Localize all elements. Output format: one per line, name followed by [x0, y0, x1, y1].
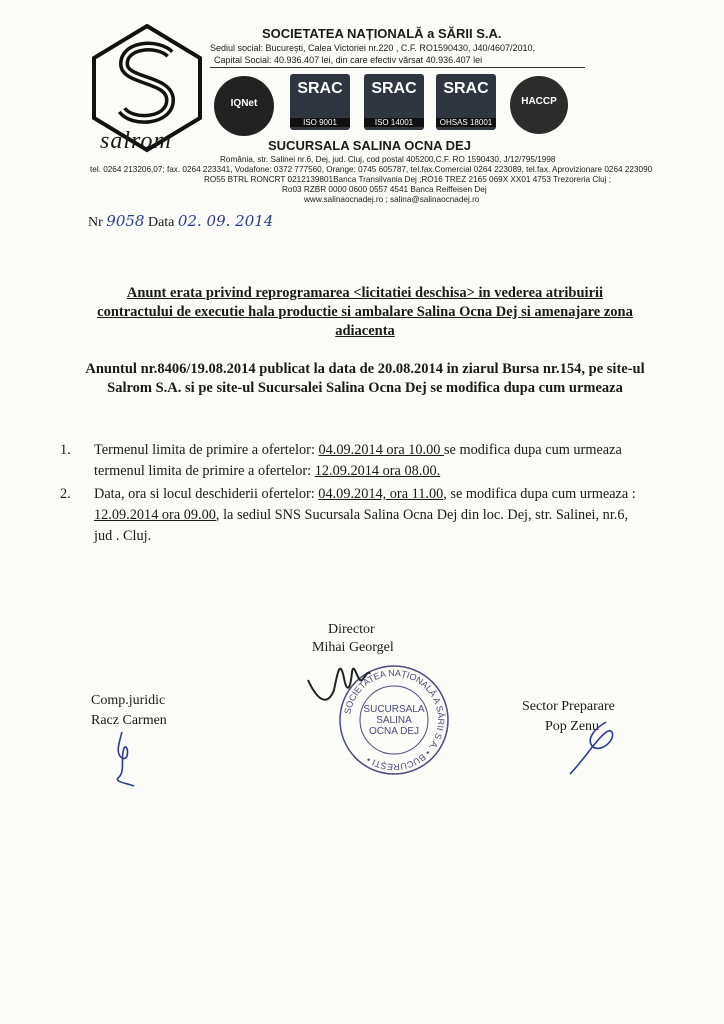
- branch-phones: tel. 0264 213206,07; fax. 0264 223341, Vodafone: 0372 777560, Orange: 0745 605787, tel.fax.Comercial 0264 223089, tel.fax. Aprovizionare 0264 223090: [90, 165, 653, 174]
- list-item: [60, 440, 640, 482]
- document-subtitle: [40, 360, 690, 398]
- subtitle-line-1: Anuntul nr.8406/19.08.2014 publicat la data de 20.08.2014 in ziarul Bursa nr.154, pe site-ul: [85, 361, 645, 377]
- title-line-3: adiacenta: [335, 323, 395, 339]
- title-line-1: Anunt erata privind reprogramarea <licitatiei deschisa> in vederea atribuirii: [126, 285, 604, 301]
- sector-signature: [566, 718, 626, 778]
- item-text: Termenul limita de primire a ofertelor: 04.09.2014 ora 10.00 se modifica dupa cum urmeaza termenul limita de primire a ofertelor: 12.09.2014 ora 08.00.: [94, 442, 622, 479]
- registered-address: Sediul social: București, Calea Victoriei nr.220 , C.F. RO1590430, J40/4607/2010,: [210, 43, 536, 53]
- item-number: 1.: [60, 442, 71, 458]
- item-number: 2.: [60, 486, 71, 502]
- date-value: 02. 09. 2014: [177, 212, 274, 230]
- item-text: Data, ora si locul deschiderii ofertelor: 04.09.2014, ora 11.00, se modifica dupa cum urmeaza : 12.09.2014 ora 09.00, la sediul SNS Sucursala Salina Ocna Dej din loc. Dej, str. Salinei, nr.6, jud . Cluj.: [94, 486, 636, 544]
- iso-14001-badge: [364, 74, 424, 130]
- document-title: [70, 284, 660, 341]
- branch-bank-accounts: RO55 BTRL RONCRT 0212139801Banca Transilvania Dej ;RO16 TREZ 2165 069X XX01 4753 Trezoreria Cluj ;: [204, 175, 612, 184]
- srac-label: SRAC: [297, 80, 343, 97]
- nr-value: 9058: [106, 212, 145, 230]
- director-name: Mihai Georgel: [312, 640, 394, 655]
- sector-title: Sector Preparare: [522, 699, 615, 714]
- iso-9001-badge: [290, 74, 350, 130]
- registration-line: [88, 212, 273, 231]
- branch-bank-account-2: Ro03 RZBR 0000 0600 0557 4541 Banca Reiffeisen Dej: [282, 185, 487, 194]
- share-capital: Capital Social: 40.936.407 lei, din care efectiv vărsat 40.936.407 lei: [214, 55, 483, 65]
- srac-label: SRAC: [371, 80, 417, 97]
- srac-label: SRAC: [443, 80, 489, 97]
- iso-14001-label: ISO 14001: [364, 118, 424, 127]
- iqnet-certification-badge: [214, 76, 274, 136]
- director-title: Director: [328, 622, 375, 637]
- iso-9001-label: ISO 9001: [290, 118, 350, 127]
- stamp-ring-text: SOCIETATEA NAȚIONALĂ A SĂRII S.A. • BUCUREȘTI •: [342, 667, 447, 773]
- legal-dept-name: Racz Carmen: [91, 713, 167, 728]
- stamp-center-text: SUCURSALA SALINA OCNA DEJ: [363, 704, 425, 737]
- haccp-certification-badge: [510, 76, 568, 134]
- amendment-list: [60, 440, 640, 549]
- date-label: Data: [147, 215, 175, 230]
- branch-address: România, str. Salinei nr.6, Dej, jud. Cluj, cod postal 405200,C.F. RO 1590430, J/12/795/1998: [220, 155, 556, 164]
- nr-label: Nr: [88, 215, 103, 230]
- iqnet-label: IQNet: [230, 98, 258, 109]
- ohsas-18001-label: OHSAS 18001: [436, 118, 496, 127]
- haccp-label: HACCP: [521, 96, 557, 107]
- branch-name: SUCURSALA SALINA OCNA DEJ: [268, 138, 471, 153]
- legal-dept-title: Comp.juridic: [91, 693, 166, 708]
- ohsas-18001-badge: [436, 74, 496, 130]
- director-signature: [304, 650, 374, 710]
- header-divider: [210, 67, 585, 68]
- legal-signature: [108, 728, 148, 790]
- subtitle-line-2: Salrom S.A. si pe site-ul Sucursalei Salina Ocna Dej se modifica dupa cum urmeaza: [107, 380, 623, 396]
- sector-name: Pop Zenu: [545, 719, 600, 734]
- company-name: SOCIETATEA NAȚIONALĂ a SĂRII S.A.: [262, 26, 502, 41]
- list-item: [60, 484, 640, 547]
- branch-web-email: www.salinaocnadej.ro ; salina@salinaocnadej.ro: [304, 195, 480, 204]
- logo-wordmark: salrom: [100, 128, 172, 154]
- title-line-2: contractului de executie hala productie si ambalare Salina Ocna Dej si amenajare zona: [97, 304, 633, 320]
